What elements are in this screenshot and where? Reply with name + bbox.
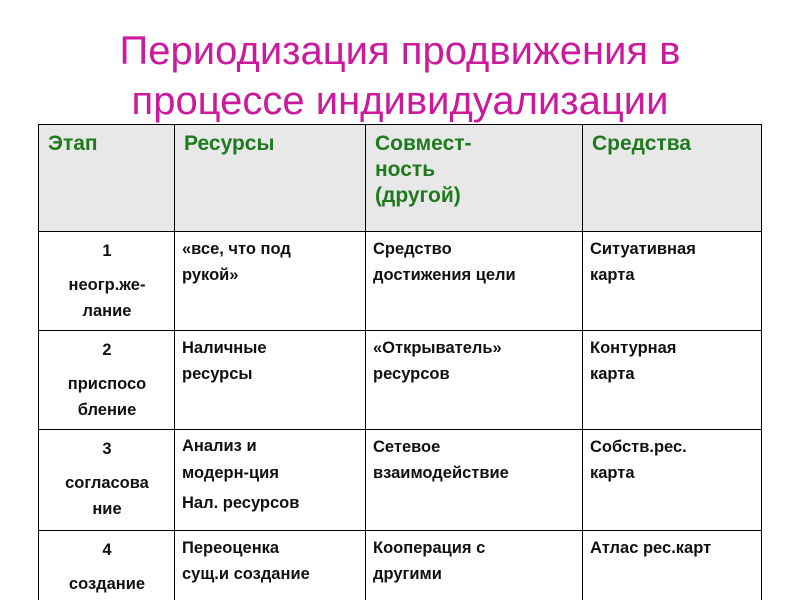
resources-line: Анализ и (182, 437, 257, 455)
header-resources: Ресурсы (175, 125, 366, 232)
stage-cell (39, 232, 175, 331)
resources-cell: Переоценка сущ.и создание (175, 531, 366, 600)
header-means: Средства (583, 125, 762, 232)
table-row (39, 232, 762, 331)
stage-number: 3 (102, 440, 112, 458)
means-cell: Контурная карта (583, 331, 762, 430)
periodization-table (38, 124, 762, 600)
stage-cell (39, 430, 175, 531)
table-row (39, 331, 762, 430)
means-cell: Ситуативная карта (583, 232, 762, 331)
stage-cell (39, 531, 175, 600)
table-row (39, 430, 762, 531)
joint-cell: Кооперация с другими (366, 531, 583, 600)
stage-name: неогр.же- лание (68, 276, 146, 320)
resources-line: модерн-ция (182, 464, 279, 482)
joint-cell: Средство достижения цели (366, 232, 583, 331)
stage-name: согласова ние (65, 474, 149, 518)
resources-cell: «все, что под рукой» (175, 232, 366, 331)
stage-name: создание (68, 575, 146, 593)
slide-title-line-1: Периодизация продвижения в (119, 29, 681, 73)
stage-name: приспосо бление (67, 375, 147, 419)
stage-number: 2 (102, 341, 112, 359)
means-cell: Собств.рес. карта (583, 430, 762, 531)
resources-cell: Наличные ресурсы (175, 331, 366, 430)
means-cell: Атлас рес.карт (583, 531, 762, 600)
header-stage: Этап (39, 125, 175, 232)
stage-cell (39, 331, 175, 430)
header-joint: Совмест- ность (другой) (366, 125, 583, 232)
stage-number: 4 (102, 541, 112, 559)
slide-title-line-2: процессе индивидуализации (131, 79, 669, 123)
joint-cell: «Открыватель» ресурсов (366, 331, 583, 430)
joint-cell: Сетевое взаимодействие (366, 430, 583, 531)
resources-line: Нал. ресурсов (182, 494, 300, 512)
table-header-row (39, 125, 762, 232)
resources-cell (175, 430, 366, 531)
stage-number: 1 (102, 242, 112, 260)
slide-title (0, 26, 800, 126)
table-row (39, 531, 762, 600)
